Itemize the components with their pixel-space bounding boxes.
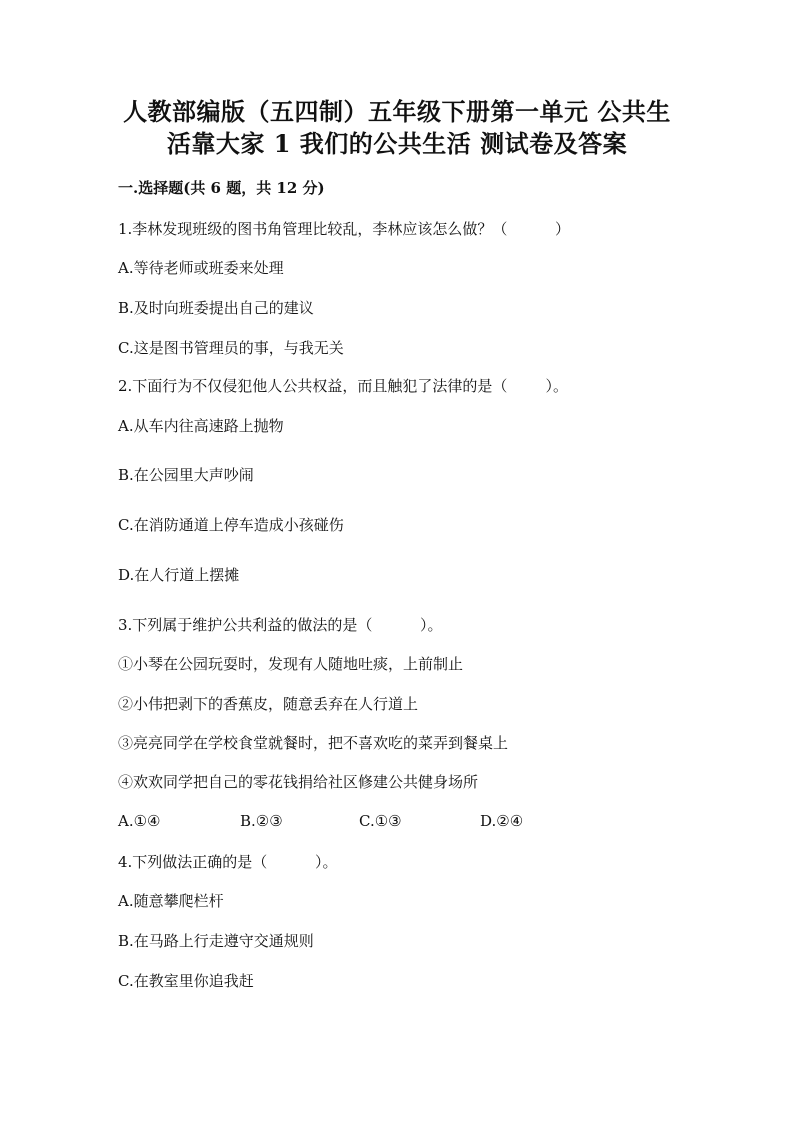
question-4-option-c: C.在教室里你追我赶 <box>118 972 254 990</box>
question-3-option-c: C.①③ <box>359 812 402 830</box>
question-2-stem: 2.下面行为不仅侵犯他人公共权益，而且触犯了法律的是（ ）。 <box>118 377 568 395</box>
question-1-option-b: B.及时向班委提出自己的建议 <box>118 299 314 317</box>
question-2-option-b: B.在公园里大声吵闹 <box>118 466 254 484</box>
section-heading: 一.选择题(共 6 题，共 12 分) <box>118 179 325 197</box>
question-4-option-a: A.随意攀爬栏杆 <box>118 892 224 910</box>
document-title-line-2: 活靠大家 1 我们的公共生活 测试卷及答案 <box>166 129 628 158</box>
question-3-option-b: B.②③ <box>240 812 283 830</box>
question-2-option-a: A.从车内往高速路上抛物 <box>118 417 284 435</box>
document-title-line-1: 人教部编版（五四制）五年级下册第一单元 公共生 <box>123 97 671 126</box>
question-3-option-d: D.②④ <box>480 812 524 830</box>
question-3-statement-1: ①小琴在公园玩耍时，发现有人随地吐痰，上前制止 <box>118 655 464 673</box>
question-1-option-a: A.等待老师或班委来处理 <box>118 259 284 277</box>
question-2-option-d: D.在人行道上摆摊 <box>118 566 240 584</box>
question-2-option-c: C.在消防通道上停车造成小孩碰伤 <box>118 516 344 534</box>
question-3-statement-2: ②小伟把剥下的香蕉皮，随意丢弃在人行道上 <box>118 695 419 713</box>
question-3-statement-3: ③亮亮同学在学校食堂就餐时，把不喜欢吃的菜弄到餐桌上 <box>118 734 509 752</box>
question-1-option-c: C.这是图书管理员的事，与我无关 <box>118 339 344 357</box>
question-3-statement-4: ④欢欢同学把自己的零花钱捐给社区修建公共健身场所 <box>118 773 479 791</box>
question-1-stem: 1.李林发现班级的图书角管理比较乱，李林应该怎么做？（ ） <box>118 220 570 238</box>
question-4-stem: 4.下列做法正确的是（ ）。 <box>118 853 338 871</box>
question-4-option-b: B.在马路上行走遵守交通规则 <box>118 932 314 950</box>
question-3-stem: 3.下列属于维护公共利益的做法的是（ ）。 <box>118 616 443 634</box>
question-3-option-a: A.①④ <box>118 812 161 830</box>
